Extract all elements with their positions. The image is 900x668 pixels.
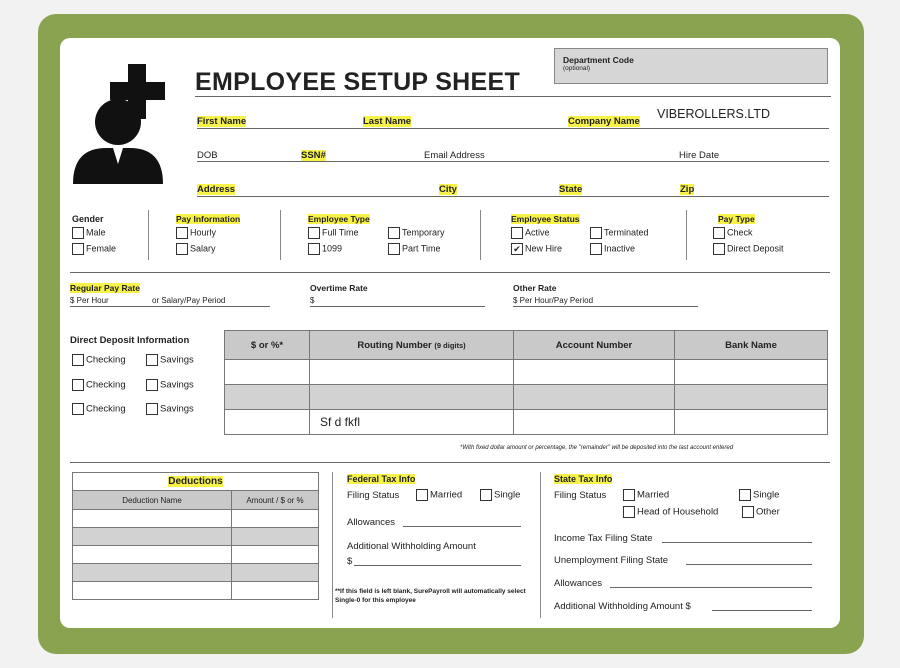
state-married-option[interactable] bbox=[623, 489, 669, 501]
checking-checkbox-3[interactable] bbox=[72, 403, 84, 415]
deduction-cell[interactable] bbox=[232, 546, 319, 564]
deduction-cell[interactable] bbox=[232, 582, 319, 600]
dob-label: DOB bbox=[197, 150, 218, 161]
direct-deposit-footnote: *With fixed dollar amount or percentage, the "remainder" will be deposited into the last account entered bbox=[460, 445, 734, 451]
temporary-label: Temporary bbox=[402, 227, 445, 238]
inactive-checkbox[interactable] bbox=[590, 243, 602, 255]
gender-label: Gender bbox=[72, 214, 104, 224]
full-time-label: Full Time bbox=[322, 227, 359, 238]
male-option[interactable] bbox=[72, 227, 106, 239]
deductions-table bbox=[72, 472, 319, 600]
other-rate-field[interactable] bbox=[513, 306, 698, 307]
temporary-option[interactable] bbox=[388, 227, 445, 239]
pay-type-label: Pay Type bbox=[718, 214, 755, 224]
state-additional-label: Additional Withholding Amount $ bbox=[554, 601, 691, 612]
federal-single-checkbox[interactable] bbox=[480, 489, 492, 501]
deductions-title-cell bbox=[73, 473, 319, 491]
federal-note: **If this field is left blank, SurePayroll will automatically select Single-0 for this employee bbox=[335, 588, 526, 604]
full-time-checkbox[interactable] bbox=[308, 227, 320, 239]
overtime-rate-label: Overtime Rate bbox=[310, 283, 368, 293]
dd-cell[interactable] bbox=[675, 410, 828, 435]
deduction-amount-header: Amount / $ or % bbox=[232, 491, 319, 510]
email-label: Email Address bbox=[424, 150, 485, 161]
direct-deposit-table bbox=[224, 330, 828, 435]
regular-pay-salary-label: or Salary/Pay Period bbox=[152, 296, 226, 305]
state-hoh-option[interactable] bbox=[623, 506, 718, 518]
deduction-cell[interactable] bbox=[232, 510, 319, 528]
federal-tax-title: Federal Tax Info bbox=[347, 474, 416, 484]
state-married-checkbox[interactable] bbox=[623, 489, 635, 501]
check-checkbox[interactable] bbox=[713, 227, 725, 239]
last-name-label: Last Name bbox=[363, 116, 412, 127]
female-label: Female bbox=[86, 243, 117, 254]
savings-checkbox-1[interactable] bbox=[146, 354, 158, 366]
terminated-label: Terminated bbox=[604, 227, 649, 238]
new-hire-label: New Hire bbox=[525, 243, 563, 254]
temporary-checkbox[interactable] bbox=[388, 227, 400, 239]
regular-pay-hour-label: $ Per Hour bbox=[70, 296, 109, 305]
federal-filing-status-label: Filing Status bbox=[347, 490, 400, 501]
checking-checkbox-2[interactable] bbox=[72, 379, 84, 391]
salary-checkbox[interactable] bbox=[176, 243, 188, 255]
deduction-name-header: Deduction Name bbox=[73, 491, 232, 510]
male-checkbox[interactable] bbox=[72, 227, 84, 239]
deduction-cell[interactable] bbox=[73, 546, 232, 564]
state-other-label: Other bbox=[756, 506, 780, 518]
federal-married-checkbox[interactable] bbox=[416, 489, 428, 501]
new-hire-checkbox[interactable]: ✔ bbox=[511, 243, 523, 255]
dd-cell[interactable] bbox=[225, 410, 310, 435]
city-label: City bbox=[439, 184, 457, 195]
first-name-label: First Name bbox=[197, 116, 247, 127]
active-label: Active bbox=[525, 227, 550, 238]
federal-single-option[interactable] bbox=[480, 489, 520, 501]
federal-single-label: Single bbox=[494, 489, 521, 501]
overtime-rate-field[interactable] bbox=[310, 306, 485, 307]
overtime-dollar-label: $ bbox=[310, 296, 315, 305]
state-allowances-field[interactable] bbox=[610, 587, 812, 588]
dd-header-routing-note: (9 digits) bbox=[434, 340, 466, 350]
unemployment-state-label: Unemployment Filing State bbox=[554, 555, 669, 566]
direct-deposit-option[interactable] bbox=[713, 243, 784, 255]
state-additional-field[interactable] bbox=[712, 610, 812, 611]
federal-married-option[interactable] bbox=[416, 489, 462, 501]
dd-cell[interactable] bbox=[225, 360, 310, 385]
female-checkbox[interactable] bbox=[72, 243, 84, 255]
table-row bbox=[73, 510, 319, 528]
direct-deposit-checkbox[interactable] bbox=[713, 243, 725, 255]
1099-option[interactable] bbox=[308, 243, 342, 255]
state-filing-status-label: Filing Status bbox=[554, 490, 607, 501]
part-time-label: Part Time bbox=[402, 243, 441, 254]
savings-option-1[interactable] bbox=[146, 354, 194, 366]
address-label: Address bbox=[197, 184, 236, 195]
other-rate-sub-label: $ Per Hour/Pay Period bbox=[513, 296, 594, 305]
checking-label-2: Checking bbox=[86, 379, 126, 391]
savings-option-3[interactable] bbox=[146, 403, 194, 415]
company-name-value[interactable]: VIBEROLLERS.LTD bbox=[657, 107, 771, 121]
new-hire-option[interactable] bbox=[511, 243, 562, 255]
ssn-label: SSN# bbox=[301, 150, 326, 161]
federal-allowances-field[interactable] bbox=[403, 526, 521, 527]
federal-additional-field[interactable] bbox=[354, 565, 521, 566]
direct-deposit-info-label: Direct Deposit Information bbox=[70, 335, 190, 346]
dd-header-routing bbox=[310, 331, 514, 360]
table-row bbox=[225, 385, 828, 410]
female-option[interactable] bbox=[72, 243, 116, 255]
deduction-cell[interactable] bbox=[73, 564, 232, 582]
checking-label-1: Checking bbox=[86, 354, 126, 366]
active-checkbox[interactable] bbox=[511, 227, 523, 239]
salary-option[interactable] bbox=[176, 243, 216, 255]
deduction-cell[interactable] bbox=[73, 528, 232, 546]
1099-checkbox[interactable] bbox=[308, 243, 320, 255]
direct-deposit-label: Direct Deposit bbox=[727, 243, 784, 254]
other-rate-label: Other Rate bbox=[513, 283, 557, 293]
zip-label: Zip bbox=[680, 184, 695, 195]
checking-option-3[interactable] bbox=[72, 403, 126, 415]
checking-option-2[interactable] bbox=[72, 379, 126, 391]
deduction-cell[interactable] bbox=[232, 564, 319, 582]
employee-type-label: Employee Type bbox=[308, 214, 370, 224]
hourly-label: Hourly bbox=[190, 227, 217, 238]
dd-cell[interactable] bbox=[225, 385, 310, 410]
check-option[interactable] bbox=[713, 227, 753, 239]
routing-number-cell[interactable]: Sf d fkfl bbox=[310, 410, 514, 435]
hourly-option[interactable] bbox=[176, 227, 216, 239]
hire-date-label: Hire Date bbox=[679, 150, 720, 161]
person-add-icon bbox=[68, 56, 188, 191]
state-single-label: Single bbox=[753, 489, 780, 501]
terminated-checkbox[interactable] bbox=[590, 227, 602, 239]
regular-pay-rate-field[interactable] bbox=[70, 306, 270, 307]
state-hoh-label: Head of Household bbox=[637, 506, 719, 518]
part-time-option[interactable] bbox=[388, 243, 441, 255]
male-label: Male bbox=[86, 227, 106, 238]
deduction-cell[interactable] bbox=[73, 510, 232, 528]
dd-header-account: Account Number bbox=[514, 331, 675, 360]
table-row bbox=[73, 582, 319, 600]
table-row bbox=[73, 528, 319, 546]
state-other-option[interactable] bbox=[742, 506, 780, 518]
state-allowances-label: Allowances bbox=[554, 578, 603, 589]
full-time-option[interactable] bbox=[308, 227, 359, 239]
part-time-checkbox[interactable] bbox=[388, 243, 400, 255]
state-single-checkbox[interactable] bbox=[739, 489, 751, 501]
state-married-label: Married bbox=[637, 489, 670, 501]
company-name-label: Company Name bbox=[568, 116, 640, 127]
dd-cell[interactable] bbox=[514, 385, 675, 410]
state-single-option[interactable] bbox=[739, 489, 779, 501]
deduction-cell[interactable] bbox=[73, 582, 232, 600]
dd-cell[interactable] bbox=[675, 385, 828, 410]
employee-setup-sheet bbox=[60, 38, 840, 628]
savings-label-3: Savings bbox=[160, 403, 194, 415]
pay-information-label: Pay Information bbox=[176, 214, 241, 224]
dd-cell[interactable] bbox=[310, 360, 514, 385]
check-label: Check bbox=[727, 227, 753, 238]
state-hoh-checkbox[interactable] bbox=[623, 506, 635, 518]
dd-cell[interactable] bbox=[514, 360, 675, 385]
savings-checkbox-2[interactable] bbox=[146, 379, 158, 391]
federal-allowances-label: Allowances bbox=[347, 517, 396, 528]
income-tax-state-label: Income Tax Filing State bbox=[554, 533, 653, 544]
dd-header-amount: $ or %* bbox=[225, 331, 310, 360]
dd-cell[interactable] bbox=[675, 360, 828, 385]
department-code-label: Department Code bbox=[563, 55, 634, 65]
dd-header-routing-label: Routing Number bbox=[357, 339, 432, 351]
page-title: EMPLOYEE SETUP SHEET bbox=[195, 68, 521, 96]
dd-cell[interactable] bbox=[514, 410, 675, 435]
table-row bbox=[73, 546, 319, 564]
deduction-cell[interactable] bbox=[232, 528, 319, 546]
savings-option-2[interactable] bbox=[146, 379, 194, 391]
department-code-box[interactable] bbox=[554, 48, 828, 84]
federal-additional-label: Additional Withholding Amount bbox=[347, 541, 476, 552]
savings-label-1: Savings bbox=[160, 354, 194, 366]
savings-checkbox-3[interactable] bbox=[146, 403, 158, 415]
table-row bbox=[73, 564, 319, 582]
1099-label: 1099 bbox=[322, 243, 343, 254]
salary-label: Salary bbox=[190, 243, 216, 254]
terminated-option[interactable] bbox=[590, 227, 649, 239]
state-label: State bbox=[559, 184, 583, 195]
federal-married-label: Married bbox=[430, 489, 463, 501]
table-row bbox=[225, 410, 828, 435]
dd-cell[interactable] bbox=[310, 385, 514, 410]
dd-header-bank: Bank Name bbox=[675, 331, 828, 360]
table-row bbox=[225, 360, 828, 385]
checking-option-1[interactable] bbox=[72, 354, 126, 366]
inactive-option[interactable] bbox=[590, 243, 635, 255]
checking-label-3: Checking bbox=[86, 403, 126, 415]
active-option[interactable] bbox=[511, 227, 550, 239]
deductions-title: Deductions bbox=[168, 476, 223, 487]
department-code-optional: (optional) bbox=[563, 65, 591, 72]
savings-label-2: Savings bbox=[160, 379, 194, 391]
employee-status-label: Employee Status bbox=[511, 214, 580, 224]
unemployment-state-field[interactable] bbox=[686, 564, 812, 565]
hourly-checkbox[interactable] bbox=[176, 227, 188, 239]
inactive-label: Inactive bbox=[604, 243, 636, 254]
checking-checkbox-1[interactable] bbox=[72, 354, 84, 366]
state-tax-title: State Tax Info bbox=[554, 474, 613, 484]
regular-pay-rate-label: Regular Pay Rate bbox=[70, 283, 140, 293]
state-other-checkbox[interactable] bbox=[742, 506, 754, 518]
income-tax-state-field[interactable] bbox=[662, 542, 812, 543]
federal-dollar-label: $ bbox=[347, 556, 353, 567]
